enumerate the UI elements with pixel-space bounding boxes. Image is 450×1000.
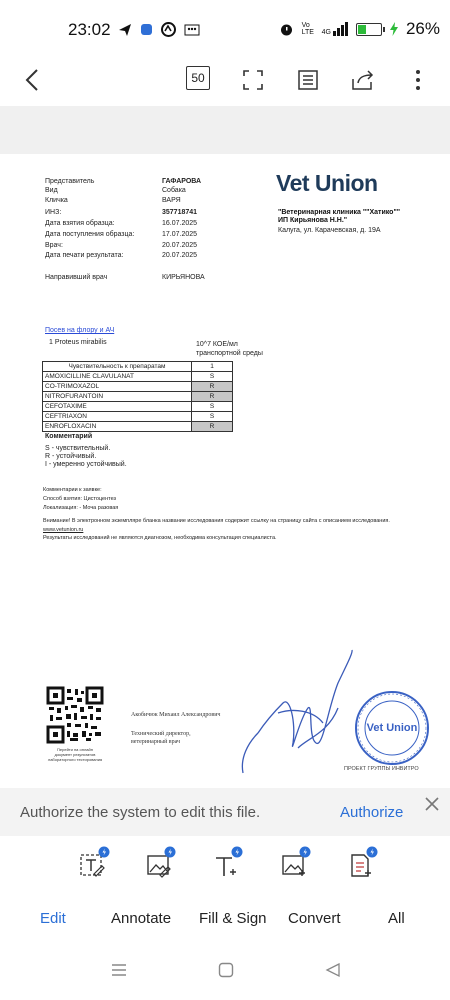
signer-title xyxy=(131,730,191,746)
reading-mode-icon xyxy=(297,69,319,91)
signal-4g-icon xyxy=(322,22,348,36)
top-toolbar xyxy=(0,56,450,106)
status-time: 23:02 xyxy=(68,20,111,39)
referring-label: Направивший врач xyxy=(45,274,108,281)
menu-icon xyxy=(111,962,127,978)
website-link[interactable]: www.vetunion.ru xyxy=(43,527,84,533)
drug-result: R xyxy=(192,422,233,432)
clinic-line-1: "Ветеринарная клиника ""Хатико"" xyxy=(278,209,401,216)
document-top-margin xyxy=(0,106,450,154)
concentration-line-1: 10^7 КОЕ/мл xyxy=(196,341,238,348)
drug-name: NITROFURANTOIN xyxy=(43,392,192,402)
qr-caption-3: лабораторного тестирования xyxy=(47,757,103,762)
tab-fill-sign[interactable]: Fill & Sign xyxy=(199,910,267,927)
drug-name: AMOXICILLINE CLAVULANAT xyxy=(43,372,192,382)
field-value: 16.07.2025 xyxy=(162,220,198,227)
app-icon xyxy=(161,22,176,37)
concentration-line-2: транспортной среды xyxy=(196,350,263,357)
qr-caption-1: Перейти на онлайн xyxy=(57,747,93,752)
signer-title-2: ветеринарный врач xyxy=(131,739,181,745)
clinic-address: Калуга, ул. Карачевская, д. 19А xyxy=(278,227,381,234)
field-value: 357718741 xyxy=(162,209,198,216)
field-label: Врач: xyxy=(45,242,63,249)
share-icon xyxy=(350,69,376,91)
authorize-button[interactable]: Authorize xyxy=(340,804,404,821)
legend-s: S - чувствительный. xyxy=(45,445,111,452)
menu-button[interactable] xyxy=(111,962,127,983)
signature-icon xyxy=(238,648,362,776)
send-icon xyxy=(118,23,132,37)
text-edit-tool[interactable] xyxy=(80,846,110,880)
table-row xyxy=(43,412,233,422)
more-button[interactable] xyxy=(402,64,434,96)
drug-result: S xyxy=(192,412,233,422)
fullscreen-icon xyxy=(242,69,264,91)
localization: Локализация: - Моча разовая xyxy=(43,505,119,511)
field-value: ВАРЯ xyxy=(162,197,181,204)
home-button[interactable] xyxy=(218,962,234,983)
legend-i: I - умеренно устойчивый. xyxy=(45,461,127,468)
order-comments: Комментарии к заявке: xyxy=(43,487,102,493)
qr-caption-2: документ результатов xyxy=(54,752,96,757)
stamp-text: Vet Union xyxy=(366,722,418,734)
status-left-icons xyxy=(118,22,200,37)
clinic-name xyxy=(278,209,400,225)
field-label: Дата взятия образца: xyxy=(45,220,115,227)
share-button[interactable] xyxy=(347,64,379,96)
tab-annotate[interactable]: Annotate xyxy=(111,910,172,927)
table-row xyxy=(43,422,233,432)
shield-app-icon xyxy=(140,23,153,36)
back-icon xyxy=(325,962,341,978)
field-label: Представитель xyxy=(45,178,95,185)
volte-icon: Vo LTE xyxy=(301,22,314,36)
back-arrow-icon xyxy=(24,68,40,92)
add-page-tool[interactable] xyxy=(348,846,378,880)
electronic-notice: Внимание! В электронном экземпляре бланка название исследования содержит ссылку на страницу сайта с описанием исследования. xyxy=(43,518,390,524)
charging-icon xyxy=(390,22,398,36)
table-header-row xyxy=(43,362,233,372)
back-button[interactable] xyxy=(16,64,48,96)
qr-code-icon[interactable] xyxy=(46,686,104,744)
fullscreen-button[interactable] xyxy=(237,64,269,96)
drug-name: CO-TRIMOXAZOL xyxy=(43,382,192,392)
image-edit-icon xyxy=(146,846,176,880)
add-image-tool[interactable] xyxy=(281,846,311,880)
field-label: Дата поступления образца: xyxy=(45,231,135,238)
more-icon xyxy=(415,69,421,91)
drug-result: S xyxy=(192,402,233,412)
add-page-icon xyxy=(348,846,378,880)
det-mir-icon xyxy=(184,23,200,37)
alarm-icon xyxy=(279,22,294,37)
field-value: 17.07.2025 xyxy=(162,231,198,238)
status-right xyxy=(279,19,440,39)
field-value: ГАФАРОВА xyxy=(162,178,202,185)
field-value: 20.07.2025 xyxy=(162,242,198,249)
signer-name: Акобичюк Михаил Александрович xyxy=(131,712,221,718)
drug-name: CEFTRIAXON xyxy=(43,412,192,422)
text-edit-icon xyxy=(80,846,110,880)
drug-name: ENROFLOXACIN xyxy=(43,422,192,432)
home-icon xyxy=(218,962,234,978)
comment-title: Комментарий xyxy=(45,433,93,440)
page-count-icon[interactable]: 50 xyxy=(186,66,210,90)
drug-result: R xyxy=(192,382,233,392)
close-button[interactable] xyxy=(424,795,440,818)
table-row xyxy=(43,402,233,412)
signer-title-1: Технический директор, xyxy=(131,731,191,737)
field-label: Кличка xyxy=(45,197,68,204)
battery-icon xyxy=(356,23,382,36)
field-label: ИНЗ: xyxy=(45,209,62,216)
vet-union-logo: Vet Union xyxy=(276,170,378,196)
tab-convert[interactable]: Convert xyxy=(288,910,341,927)
table-header: Чувствительность к препаратам xyxy=(43,362,192,372)
reading-mode-button[interactable] xyxy=(292,64,324,96)
authorize-message: Authorize the system to edit this file. xyxy=(20,804,261,821)
organism: 1 Proteus mirabilis xyxy=(49,339,107,346)
table-row xyxy=(43,372,233,382)
disclaimer: Результаты исследований не являются диагнозом, необходима консультация специалиста. xyxy=(43,535,277,541)
test-link[interactable]: Посев на флору и АЧ xyxy=(45,327,115,334)
field-label: Дата печати результата: xyxy=(45,252,124,259)
table-column: 1 xyxy=(192,362,233,372)
referring-value: КИРЬЯНОВА xyxy=(162,274,205,281)
close-icon xyxy=(424,796,440,812)
net-type-label: 4G xyxy=(321,29,331,36)
sampling-method: Способ взятия: Цистоцентез xyxy=(43,496,117,502)
clinic-line-2: ИП Кирьянова Н.Н." xyxy=(278,217,348,224)
table-row xyxy=(43,392,233,402)
image-edit-tool[interactable] xyxy=(146,846,176,880)
field-value: Собака xyxy=(162,187,186,194)
field-label: Вид xyxy=(45,187,58,194)
drug-result: S xyxy=(192,372,233,382)
add-image-icon xyxy=(281,846,311,880)
tab-all[interactable]: All xyxy=(388,910,405,927)
sensitivity-table xyxy=(42,361,233,432)
field-value: 20.07.2025 xyxy=(162,252,198,259)
legend-r: R - устойчивый. xyxy=(45,453,97,460)
nav-back-button[interactable] xyxy=(325,962,341,983)
battery-percent: 26% xyxy=(405,19,440,38)
project-text: ПРОЕКТ ГРУППЫ ИНВИТРО xyxy=(344,766,419,772)
drug-result: R xyxy=(192,392,233,402)
drug-name: CEFOTAXIME xyxy=(43,402,192,412)
add-text-tool[interactable] xyxy=(213,846,243,880)
table-row xyxy=(43,382,233,392)
tab-edit[interactable]: Edit xyxy=(40,910,66,927)
qr-caption xyxy=(40,747,110,762)
add-text-icon xyxy=(213,846,243,880)
